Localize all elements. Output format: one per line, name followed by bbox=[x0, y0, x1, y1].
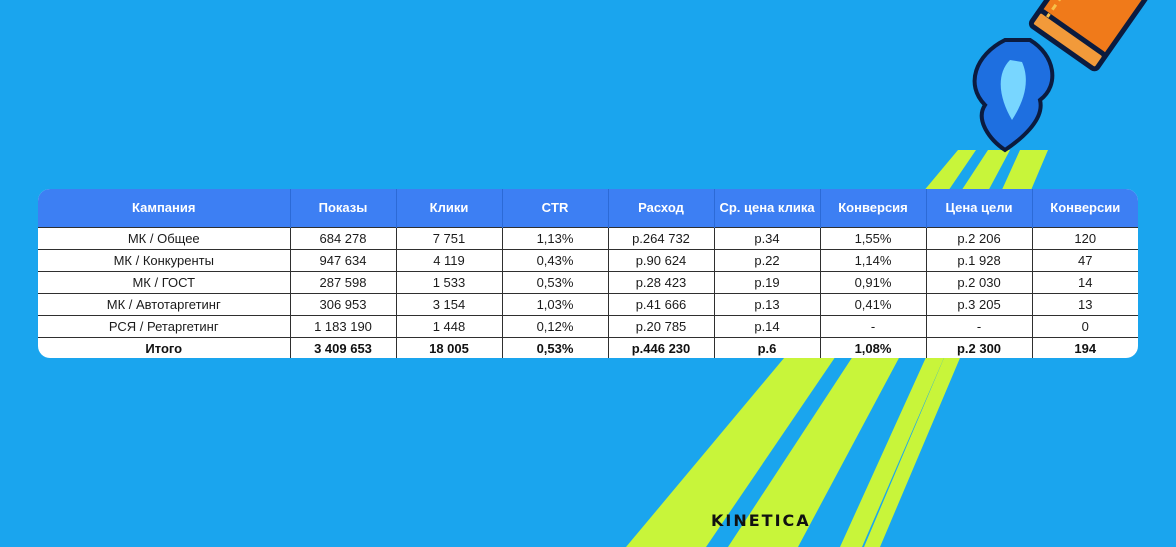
table-cell: 306 953 bbox=[290, 294, 396, 316]
table-total-row bbox=[38, 338, 1138, 359]
table-cell: р.13 bbox=[714, 294, 820, 316]
brand-logo-text: KINETICA bbox=[711, 511, 811, 530]
table-cell: р.2 206 bbox=[926, 228, 1032, 250]
table-cell: 0,53% bbox=[502, 272, 608, 294]
column-header-avg-cpc: Ср. цена клика bbox=[714, 189, 820, 228]
table-cell: р.2 030 bbox=[926, 272, 1032, 294]
table-cell: р.14 bbox=[714, 316, 820, 338]
table-cell: р.1 928 bbox=[926, 250, 1032, 272]
table-cell: 947 634 bbox=[290, 250, 396, 272]
column-header-conversion-rate: Конверсия bbox=[820, 189, 926, 228]
table-row bbox=[38, 316, 1138, 338]
table-cell: МК / ГОСТ bbox=[38, 272, 290, 294]
column-header-impressions: Показы bbox=[290, 189, 396, 228]
table-cell: 4 119 bbox=[396, 250, 502, 272]
table-cell: 0,41% bbox=[820, 294, 926, 316]
table-cell: 1,14% bbox=[820, 250, 926, 272]
table-cell: р.264 732 bbox=[608, 228, 714, 250]
table-cell: р.34 bbox=[714, 228, 820, 250]
table-cell: РСЯ / Ретаргетинг bbox=[38, 316, 290, 338]
total-cell: р.446 230 bbox=[608, 338, 714, 359]
table-cell: 1 533 bbox=[396, 272, 502, 294]
table-cell: 47 bbox=[1032, 250, 1138, 272]
table-cell: 1,13% bbox=[502, 228, 608, 250]
total-cell: 0,53% bbox=[502, 338, 608, 359]
table-cell: р.41 666 bbox=[608, 294, 714, 316]
table-cell: 287 598 bbox=[290, 272, 396, 294]
table-cell: МК / Автотаргетинг bbox=[38, 294, 290, 316]
total-cell: р.6 bbox=[714, 338, 820, 359]
campaign-stats-table bbox=[38, 189, 1138, 358]
table-cell: р.3 205 bbox=[926, 294, 1032, 316]
table-cell: 13 bbox=[1032, 294, 1138, 316]
table-cell: р.90 624 bbox=[608, 250, 714, 272]
table-row bbox=[38, 272, 1138, 294]
column-header-clicks: Клики bbox=[396, 189, 502, 228]
table-cell: 0 bbox=[1032, 316, 1138, 338]
table-cell: р.22 bbox=[714, 250, 820, 272]
table-row bbox=[38, 250, 1138, 272]
table-cell: р.28 423 bbox=[608, 272, 714, 294]
table-cell: МК / Конкуренты bbox=[38, 250, 290, 272]
total-cell: р.2 300 bbox=[926, 338, 1032, 359]
table-row bbox=[38, 228, 1138, 250]
table-cell: 7 751 bbox=[396, 228, 502, 250]
column-header-spend: Расход bbox=[608, 189, 714, 228]
table-cell: 1 448 bbox=[396, 316, 502, 338]
table-cell: 3 154 bbox=[396, 294, 502, 316]
table-cell: 14 bbox=[1032, 272, 1138, 294]
table-cell: р.20 785 bbox=[608, 316, 714, 338]
table-cell: 1,03% bbox=[502, 294, 608, 316]
table-cell: 1 183 190 bbox=[290, 316, 396, 338]
table-cell: 0,91% bbox=[820, 272, 926, 294]
table-cell: 0,12% bbox=[502, 316, 608, 338]
total-cell: Итого bbox=[38, 338, 290, 359]
table-header-row bbox=[38, 189, 1138, 228]
total-cell: 194 bbox=[1032, 338, 1138, 359]
column-header-conversions: Конверсии bbox=[1032, 189, 1138, 228]
table-cell: 120 bbox=[1032, 228, 1138, 250]
table-cell: 1,55% bbox=[820, 228, 926, 250]
column-header-ctr: CTR bbox=[502, 189, 608, 228]
column-header-cost-per-goal: Цена цели bbox=[926, 189, 1032, 228]
table-cell: 0,43% bbox=[502, 250, 608, 272]
table-cell: - bbox=[820, 316, 926, 338]
total-cell: 3 409 653 bbox=[290, 338, 396, 359]
table-cell: МК / Общее bbox=[38, 228, 290, 250]
total-cell: 18 005 bbox=[396, 338, 502, 359]
total-cell: 1,08% bbox=[820, 338, 926, 359]
table-row bbox=[38, 294, 1138, 316]
table-cell: - bbox=[926, 316, 1032, 338]
table-cell: р.19 bbox=[714, 272, 820, 294]
campaign-stats-table-container bbox=[38, 189, 1138, 358]
column-header-campaign: Кампания bbox=[38, 189, 290, 228]
table-cell: 684 278 bbox=[290, 228, 396, 250]
